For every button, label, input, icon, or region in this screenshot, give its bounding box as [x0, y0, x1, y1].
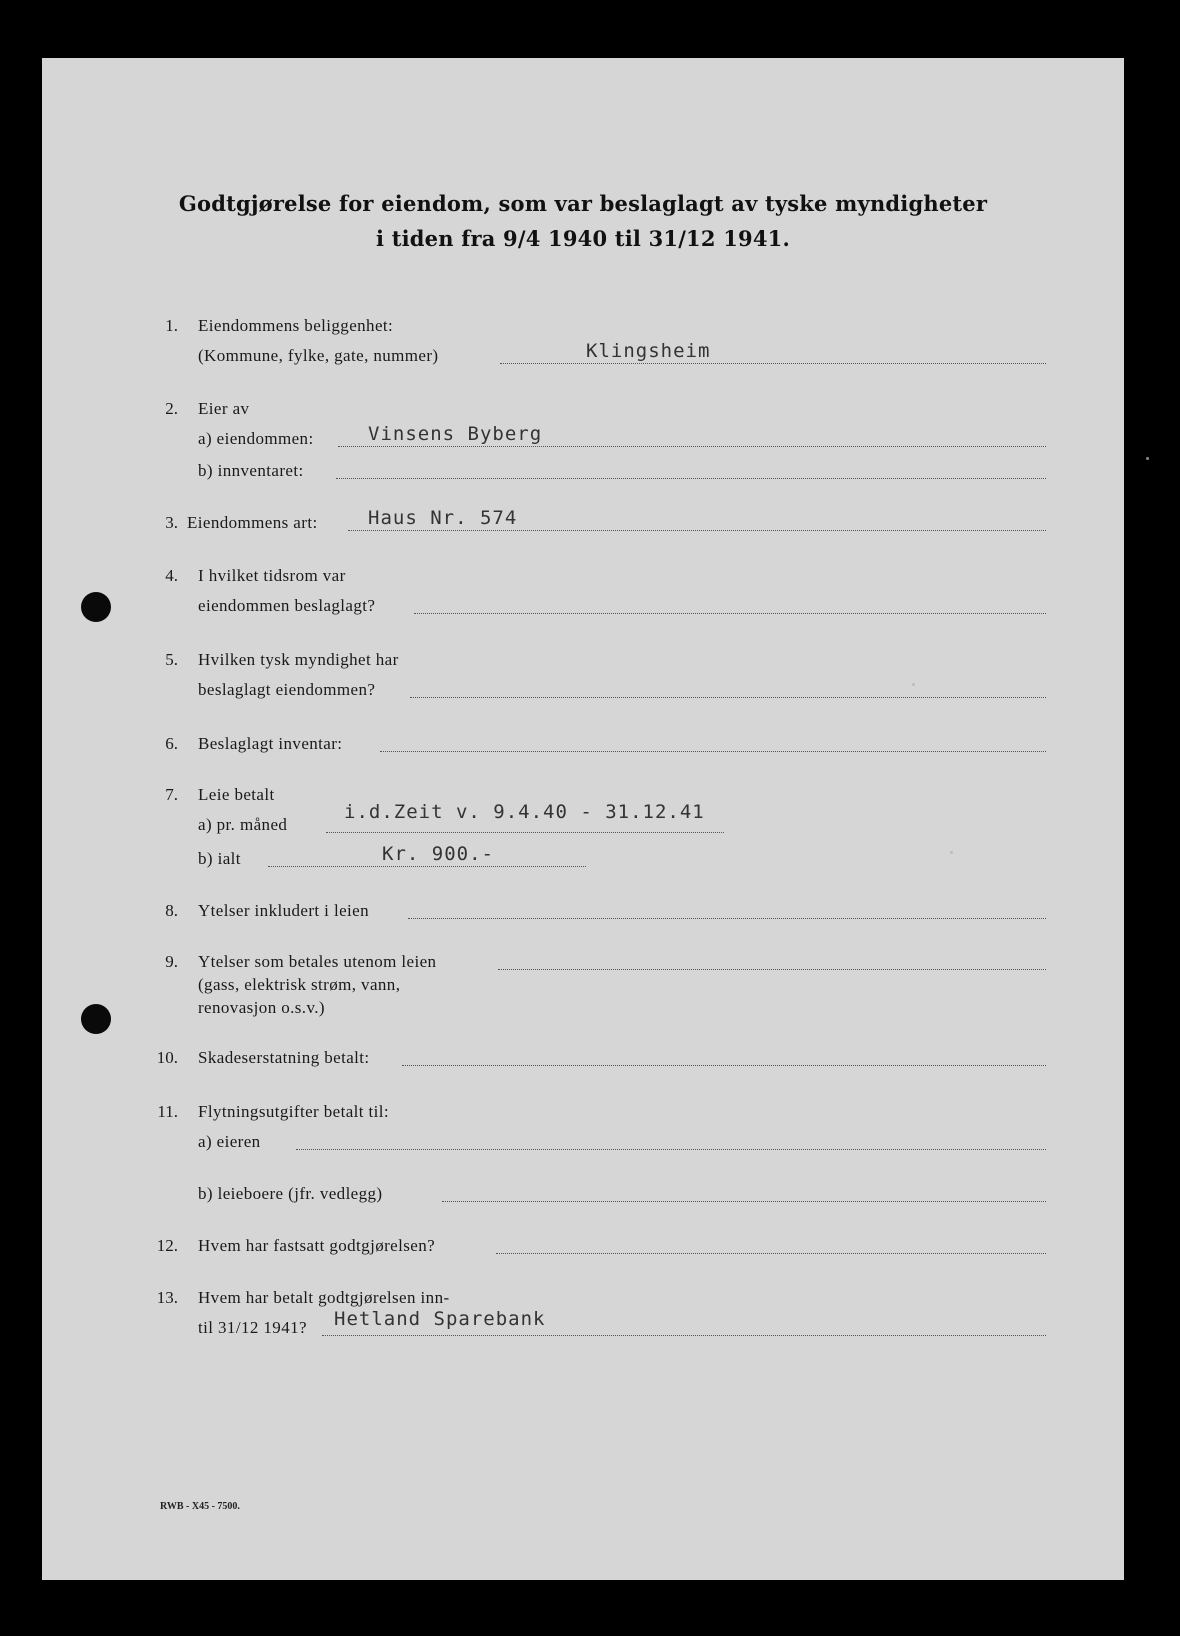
item-8-label: Ytelser inkludert i leien — [198, 901, 369, 920]
item-2a-answer-line — [338, 446, 1046, 447]
item-11-number: 11. — [157, 1102, 178, 1121]
item-7a-label: a) pr. måned — [198, 815, 288, 834]
item-9-number: 9. — [165, 952, 178, 971]
item-4-sublabel: eiendommen beslaglagt? — [198, 596, 376, 615]
item-11b-answer-line — [442, 1201, 1046, 1202]
item-7a-answer-line — [326, 832, 724, 833]
item-2-label: Eier av — [198, 399, 250, 418]
item-2-number: 2. — [165, 399, 178, 418]
item-12-label: Hvem har fastsatt godtgjørelsen? — [198, 1236, 436, 1255]
item-11b-label: b) leieboere (jfr. vedlegg) — [198, 1184, 383, 1203]
item-3-label: Eiendommens art: — [187, 513, 318, 532]
item-9-label: Ytelser som betales utenom leien — [198, 952, 437, 971]
item-7b-answer-line — [268, 866, 586, 867]
item-9-sublabel-1: (gass, elektrisk strøm, vann, — [198, 975, 401, 994]
item-4-label: I hvilket tidsrom var — [198, 566, 346, 585]
item-13-label: Hvem har betalt godtgjørelsen inn- — [198, 1288, 450, 1307]
item-8-number: 8. — [165, 901, 178, 920]
item-1-label: Eiendommens beliggenhet: — [198, 316, 394, 335]
item-1-answer: Klingsheim — [586, 340, 711, 362]
item-1-number: 1. — [165, 316, 178, 335]
form-title-line-1: Godtgjørelse for eiendom, som var beslaglagt av tyske myndigheter — [178, 191, 988, 216]
form-page — [42, 58, 1124, 1580]
scan-speck — [950, 851, 953, 854]
item-11a-answer-line — [296, 1149, 1046, 1150]
item-8-answer-line — [408, 918, 1046, 919]
item-1-answer-line — [500, 363, 1046, 364]
item-6-label: Beslaglagt inventar: — [198, 734, 343, 753]
item-7a-answer: i.d.Zeit v. 9.4.40 - 31.12.41 — [344, 801, 705, 823]
item-3-answer: Haus Nr. 574 — [368, 507, 518, 529]
item-2b-answer-line — [336, 478, 1046, 479]
item-7b-label: b) ialt — [198, 849, 241, 868]
item-7-number: 7. — [165, 785, 178, 804]
item-11-label: Flytningsutgifter betalt til: — [198, 1102, 390, 1121]
item-4-number: 4. — [165, 566, 178, 585]
item-5-label: Hvilken tysk myndighet har — [198, 650, 399, 669]
item-11a-label: a) eieren — [198, 1132, 261, 1151]
item-6-number: 6. — [165, 734, 178, 753]
item-5-number: 5. — [165, 650, 178, 669]
item-9-sublabel-2: renovasjon o.s.v.) — [198, 998, 325, 1017]
item-6-answer-line — [380, 751, 1046, 752]
item-1-sublabel: (Kommune, fylke, gate, nummer) — [198, 346, 439, 365]
form-footer-code: RWB - X45 - 7500. — [160, 1501, 240, 1512]
item-2a-answer: Vinsens Byberg — [368, 423, 543, 445]
item-7-label: Leie betalt — [198, 785, 275, 804]
item-9-answer-line — [498, 969, 1046, 970]
item-13-sublabel: til 31/12 1941? — [198, 1318, 307, 1337]
punch-hole-upper — [81, 592, 111, 622]
item-13-number: 13. — [156, 1288, 178, 1307]
item-4-answer-line — [414, 613, 1046, 614]
item-10-number: 10. — [156, 1048, 178, 1067]
item-3-number: 3. — [165, 513, 178, 532]
scan-speck — [1146, 457, 1149, 460]
item-5-answer-line — [410, 697, 1046, 698]
scan-speck — [912, 683, 915, 686]
item-13-answer-line — [322, 1335, 1046, 1336]
item-3-answer-line — [348, 530, 1046, 531]
item-7b-answer: Kr. 900.- — [382, 843, 494, 865]
item-13-answer: Hetland Sparebank — [334, 1308, 546, 1330]
item-10-label: Skadeserstatning betalt: — [198, 1048, 370, 1067]
punch-hole-lower — [81, 1004, 111, 1034]
form-title-line-2: i tiden fra 9/4 1940 til 31/12 1941. — [376, 226, 790, 251]
item-2b-label: b) innventaret: — [198, 461, 304, 480]
item-2a-label: a) eiendommen: — [198, 429, 314, 448]
item-10-answer-line — [402, 1065, 1046, 1066]
item-5-sublabel: beslaglagt eiendommen? — [198, 680, 376, 699]
item-12-number: 12. — [156, 1236, 178, 1255]
item-12-answer-line — [496, 1253, 1046, 1254]
